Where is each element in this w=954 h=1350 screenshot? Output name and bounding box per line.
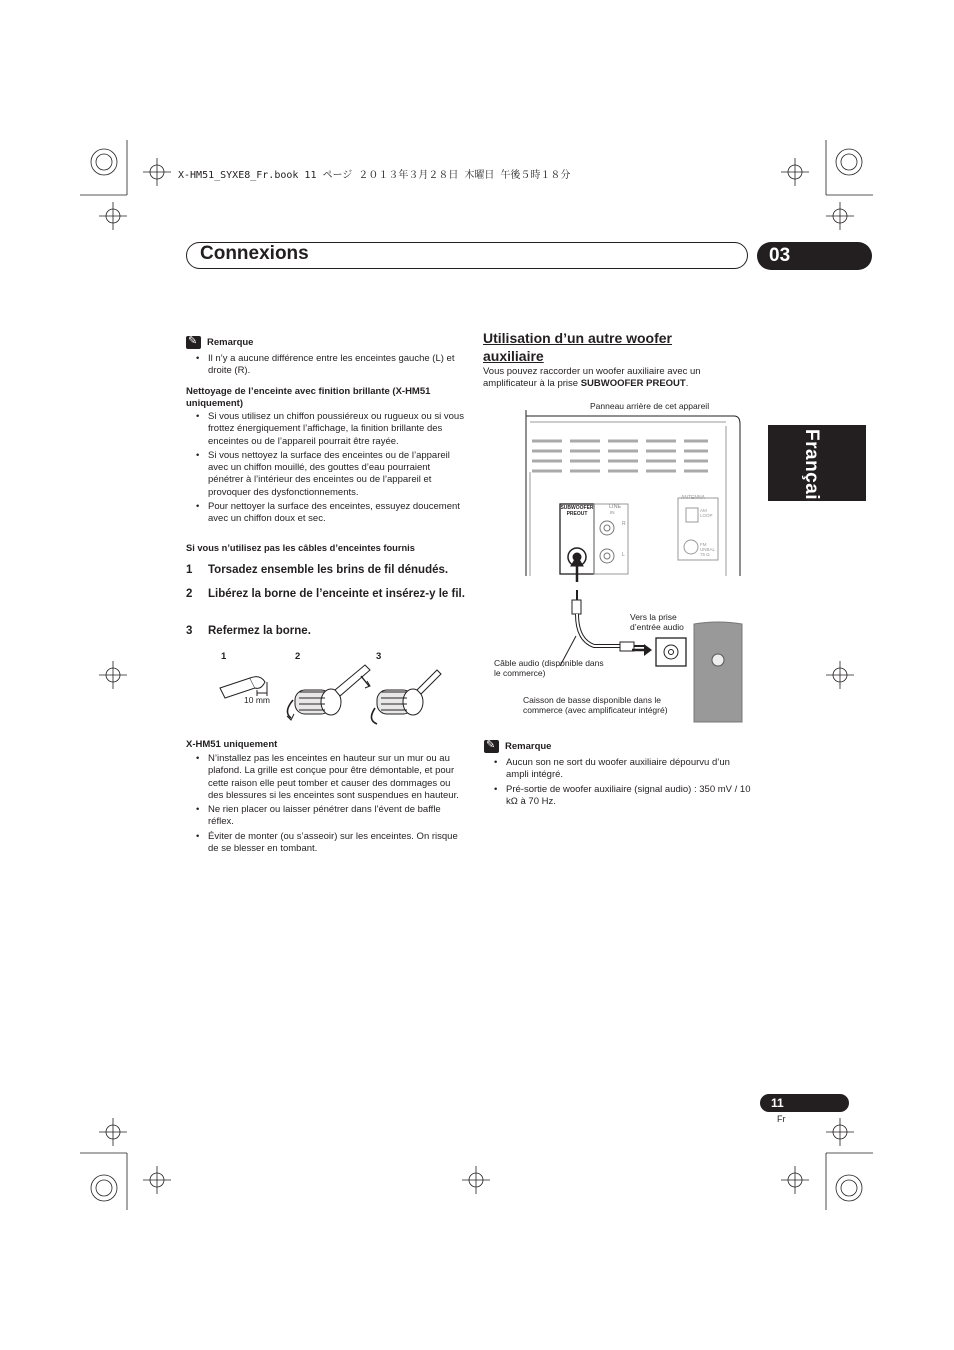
label-fm: FM UNBAL 75 Ω [700,542,715,557]
step-number: 3 [186,625,193,637]
figure-label-2: 2 [295,651,301,662]
note-icon [484,740,499,753]
section-title-cables: Si vous n’utilisez pas les câbles d’enceintes fournis [186,543,415,553]
list-item: • Pré-sortie de woofer auxiliaire (signal audio) : 350 mV / 10 kΩ à 70 Hz. [484,784,754,809]
page-title: Connexions [200,243,309,264]
speaker-wire-illustration [215,660,445,730]
intro-text: Vous pouvez raccorder un woofer auxiliaire avec un amplificateur à la prise [483,366,701,390]
list-item: • Il n’y a aucune différence entre les enceintes gauche (L) et droite (R). [186,353,464,378]
step-number: 1 [186,564,193,576]
label-line-in: IN [610,510,615,515]
language-tab-label: Français [801,429,822,512]
label-line: LINE [609,504,622,510]
section-heading-subwoofer: Utilisation d’un autre woofer auxiliaire [483,330,673,364]
chapter-number: 03 [757,242,872,270]
note-label: Remarque [207,337,254,348]
label-subwoofer-preout: SUBWOOFER PREOUT [560,505,594,517]
label-am-loop: AM LOOP [700,508,713,518]
label-subwoofer-box: Caisson de basse disponible dans le commerce (avec amplificateur intégré) [523,695,668,715]
step-text: Libérez la borne de l’enceinte et insérez-y le fil. [208,588,465,600]
label-audio-cable: Câble audio (disponible dans le commerce) [494,658,604,678]
step-number: 2 [186,588,193,600]
label-to-input: Vers la prise d’entrée audio [630,612,684,632]
note-label: Remarque [505,741,552,752]
step-3 [186,624,471,639]
section-title-xhm51: X-HM51 uniquement [186,739,278,750]
diagram-panel-label: Panneau arrière de cet appareil [590,401,710,411]
label-l: L [622,552,625,558]
language-tab [768,425,866,512]
list-item: • N’installez pas les enceintes en hauteur sur un mur ou au plafond. La grille est conçue pour être démontable, et pour cette raison elle peut tomber et causer des dommages ou des blessures si les enceintes sont suspendues en hauteur. [186,753,464,802]
xhm51-list [186,753,464,857]
list-item: • Pour nettoyer la surface des enceintes, essuyez doucement avec un chiffon doux et sec. [186,501,464,526]
cleaning-list [186,411,464,528]
step-text: Refermez la borne. [208,625,311,637]
step-2 [186,587,471,602]
list-item: • Éviter de monter (ou s’asseoir) sur les enceintes. On risque de se blesser en tombant. [186,831,464,856]
page-language: Fr [777,1114,786,1124]
label-antenna: ANTENNA [681,495,705,501]
figure-measure: 10 mm [244,695,270,705]
figure-label-1: 1 [221,651,227,662]
subwoofer-connection-diagram [520,410,750,730]
intro-bold: SUBWOOFER PREOUT [580,378,686,390]
intro-paragraph: Vous pouvez raccorder un woofer auxiliaire avec un amplificateur à la prise SUBWOOFER PREOUT. [483,366,701,390]
note-list [186,353,464,380]
page-number: 11 [760,1094,849,1112]
figure-label-3: 3 [376,651,382,662]
list-item: • Ne rien placer ou laisser pénétrer dans l’évent de baffle réflex. [186,804,464,829]
list-item: • Si vous nettoyez la surface des enceintes ou de l’appareil avec un chiffon mouillé, des gouttes d’eau pourraient pénétrer à l’intérieur des enceintes ou de l’appareil et provoquer des dysfonctionnements. [186,450,464,499]
note-icon [186,336,201,349]
section-title-cleaning: Nettoyage de l’enceinte avec finition brillante (X-HM51 uniquement) [186,386,431,410]
label-r: R [622,521,626,527]
note-list-2 [484,757,754,810]
step-text: Torsadez ensemble les brins de fil dénudés. [208,564,449,576]
step-1 [186,563,471,578]
print-meta-line: X-HM51_SYXE8_Fr.book 11 ページ ２０１３年３月２８日 木曜日 午後５時１８分 [178,170,571,181]
list-item: • Aucun son ne sort du woofer auxiliaire dépourvu d’un ampli intégré. [484,757,754,782]
list-item: • Si vous utilisez un chiffon poussiéreux ou rugueux ou si vous frottez énergiquement l’affichage, la finition brillante des enceintes ou de l’appareil pourrait être rayée. [186,411,464,448]
